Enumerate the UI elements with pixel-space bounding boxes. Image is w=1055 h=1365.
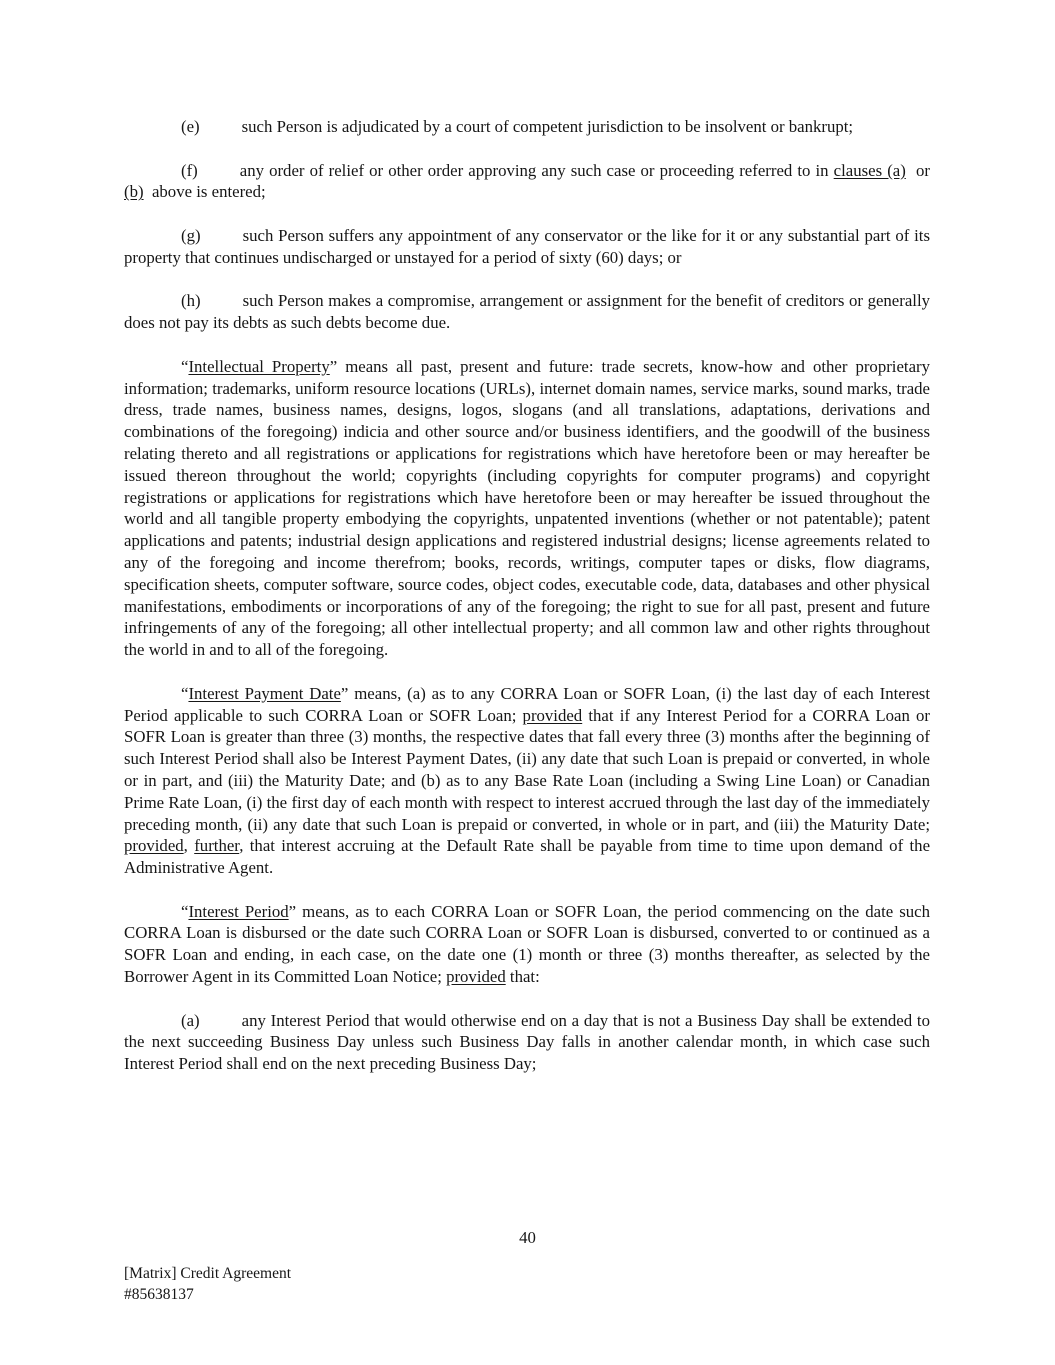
paragraphs-container [124, 116, 930, 1097]
definition-intellectual-property [124, 356, 930, 661]
clause-e [124, 116, 930, 138]
text-run: any Interest Period that would otherwise end on a day that is not a Business Day shall be extended to the next succeeding Business Day unless such Business Day falls in another calendar month, in which case such Interest Period shall end on the next preceding Business Day; [124, 1010, 930, 1074]
underlined-term: Interest Period [188, 901, 289, 921]
text-run: , [183, 836, 195, 856]
text-run: “ [181, 901, 189, 921]
text-run: “ [181, 356, 189, 376]
clause-a-interest-period [124, 1010, 930, 1075]
underlined-term: provided [446, 967, 506, 987]
text-run: any order of relief or other order approving any such case or proceeding referred to in [239, 160, 834, 180]
text-run: that: [505, 967, 540, 987]
clause-label: (a) [181, 1010, 200, 1030]
footer-doc-number: #85638137 [124, 1286, 194, 1303]
footer-doc-title: [Matrix] Credit Agreement [124, 1265, 292, 1282]
text-run: such Person makes a compromise, arrangement or assignment for the benefit of creditors or generally does not pay its debts as such debts become due. [124, 291, 930, 333]
page-number: 40 [519, 1228, 536, 1247]
definition-interest-period [124, 901, 930, 988]
underlined-term: (b) [124, 182, 144, 202]
clause-label: (e) [181, 117, 200, 136]
underlined-term: provided [522, 705, 583, 725]
text-run: such Person suffers any appointment of any conservator or the like for it or any substantial part of its property that continues undischarged or unstayed for a period of sixty (60) days; or [124, 225, 930, 267]
underlined-term: clauses (a) [833, 160, 906, 180]
text-run: ” means all past, present and future: trade secrets, know-how and other proprietary information; trademarks, uniform resource locations (URLs), internet domain names, service marks, sound marks, trade dress, trade names, business names, designs, logos, slogans (and all translations, adaptations, derivations and combinations of the foregoing) indicia and other source and/or business identifiers, and the goodwill of the business relating thereto and all registrations or applications for registrations which have heretofore been or may hereafter be issued thereon throughout the world; copyrights (including copyrights for computer programs) and copyright registrations or applications for registrations which have heretofore been or may hereafter be issued throughout the world and all tangible property embodying the copyrights, unpatented inventions (whether or not patentable); patent applications and patents; industrial design applications and registered industrial designs; license agreements related to any of the foregoing and income therefrom; books, records, writings, computer tapes or disks, flow diagrams, specification sheets, computer software, source codes, object codes, executable code, data, databases and other physical manifestations, embodiments or incorporations of any of the foregoing; the right to sue for all past, present and future infringements of any of the foregoing; all other intellectual property; and all common law and other rights throughout the world in and to all of the foregoing. [124, 356, 930, 660]
text-run: “ [181, 683, 189, 703]
clause-label: (g) [181, 225, 201, 245]
clause-label: (f) [181, 160, 198, 180]
underlined-term: Interest Payment Date [188, 683, 341, 703]
clause-h [124, 290, 930, 334]
text-run: such Person is adjudicated by a court of competent jurisdiction to be insolvent or bankrupt; [241, 117, 854, 136]
definition-interest-payment-date [124, 683, 930, 879]
text-run: , that interest accruing at the Default Rate shall be payable from time to time upon demand of the Administrative Agent. [124, 836, 931, 878]
clause-f [124, 160, 930, 204]
text-run: ” means, as to each CORRA Loan or SOFR Loan, the period commencing on the date such CORRA Loan is disbursed or the date such CORRA Loan or SOFR Loan is disbursed, converted to or continued as a SOFR Loan and ending, in each case, on the date one (1) month or three (3) months thereafter, as selected by the Borrower Agent in its Committed Loan Notice; [124, 901, 931, 987]
text-run: or [905, 160, 930, 180]
text-run: above is entered; [143, 182, 266, 202]
underlined-term: further [194, 836, 240, 856]
document-footer [124, 1263, 291, 1305]
text-run: that if any Interest Period for a CORRA Loan or SOFR Loan is greater than three (3) months, the respective dates that fall every three (3) months after the beginning of such Interest Period shall also be Interest Payment Dates, (ii) any date that such Loan is prepaid or converted, in whole or in part, and (iii) the Maturity Date; and (b) as to any Base Rate Loan (including a Swing Line Loan) or Canadian Prime Rate Loan, (i) the first day of each month with respect to interest accrued through the last day of the immediately preceding month, (ii) any date that such Loan is prepaid or converted, in whole or in part, and (iii) the Maturity Date; [124, 705, 930, 834]
underlined-term: provided [124, 836, 184, 856]
clause-label: (h) [181, 291, 201, 311]
text-run: ” means, (a) as to any CORRA Loan or SOFR Loan, (i) the last day of each Interest Period applicable to such CORRA Loan or SOFR Loan; [124, 683, 930, 725]
underlined-term: Intellectual Property [188, 356, 330, 376]
clause-g [124, 225, 930, 269]
